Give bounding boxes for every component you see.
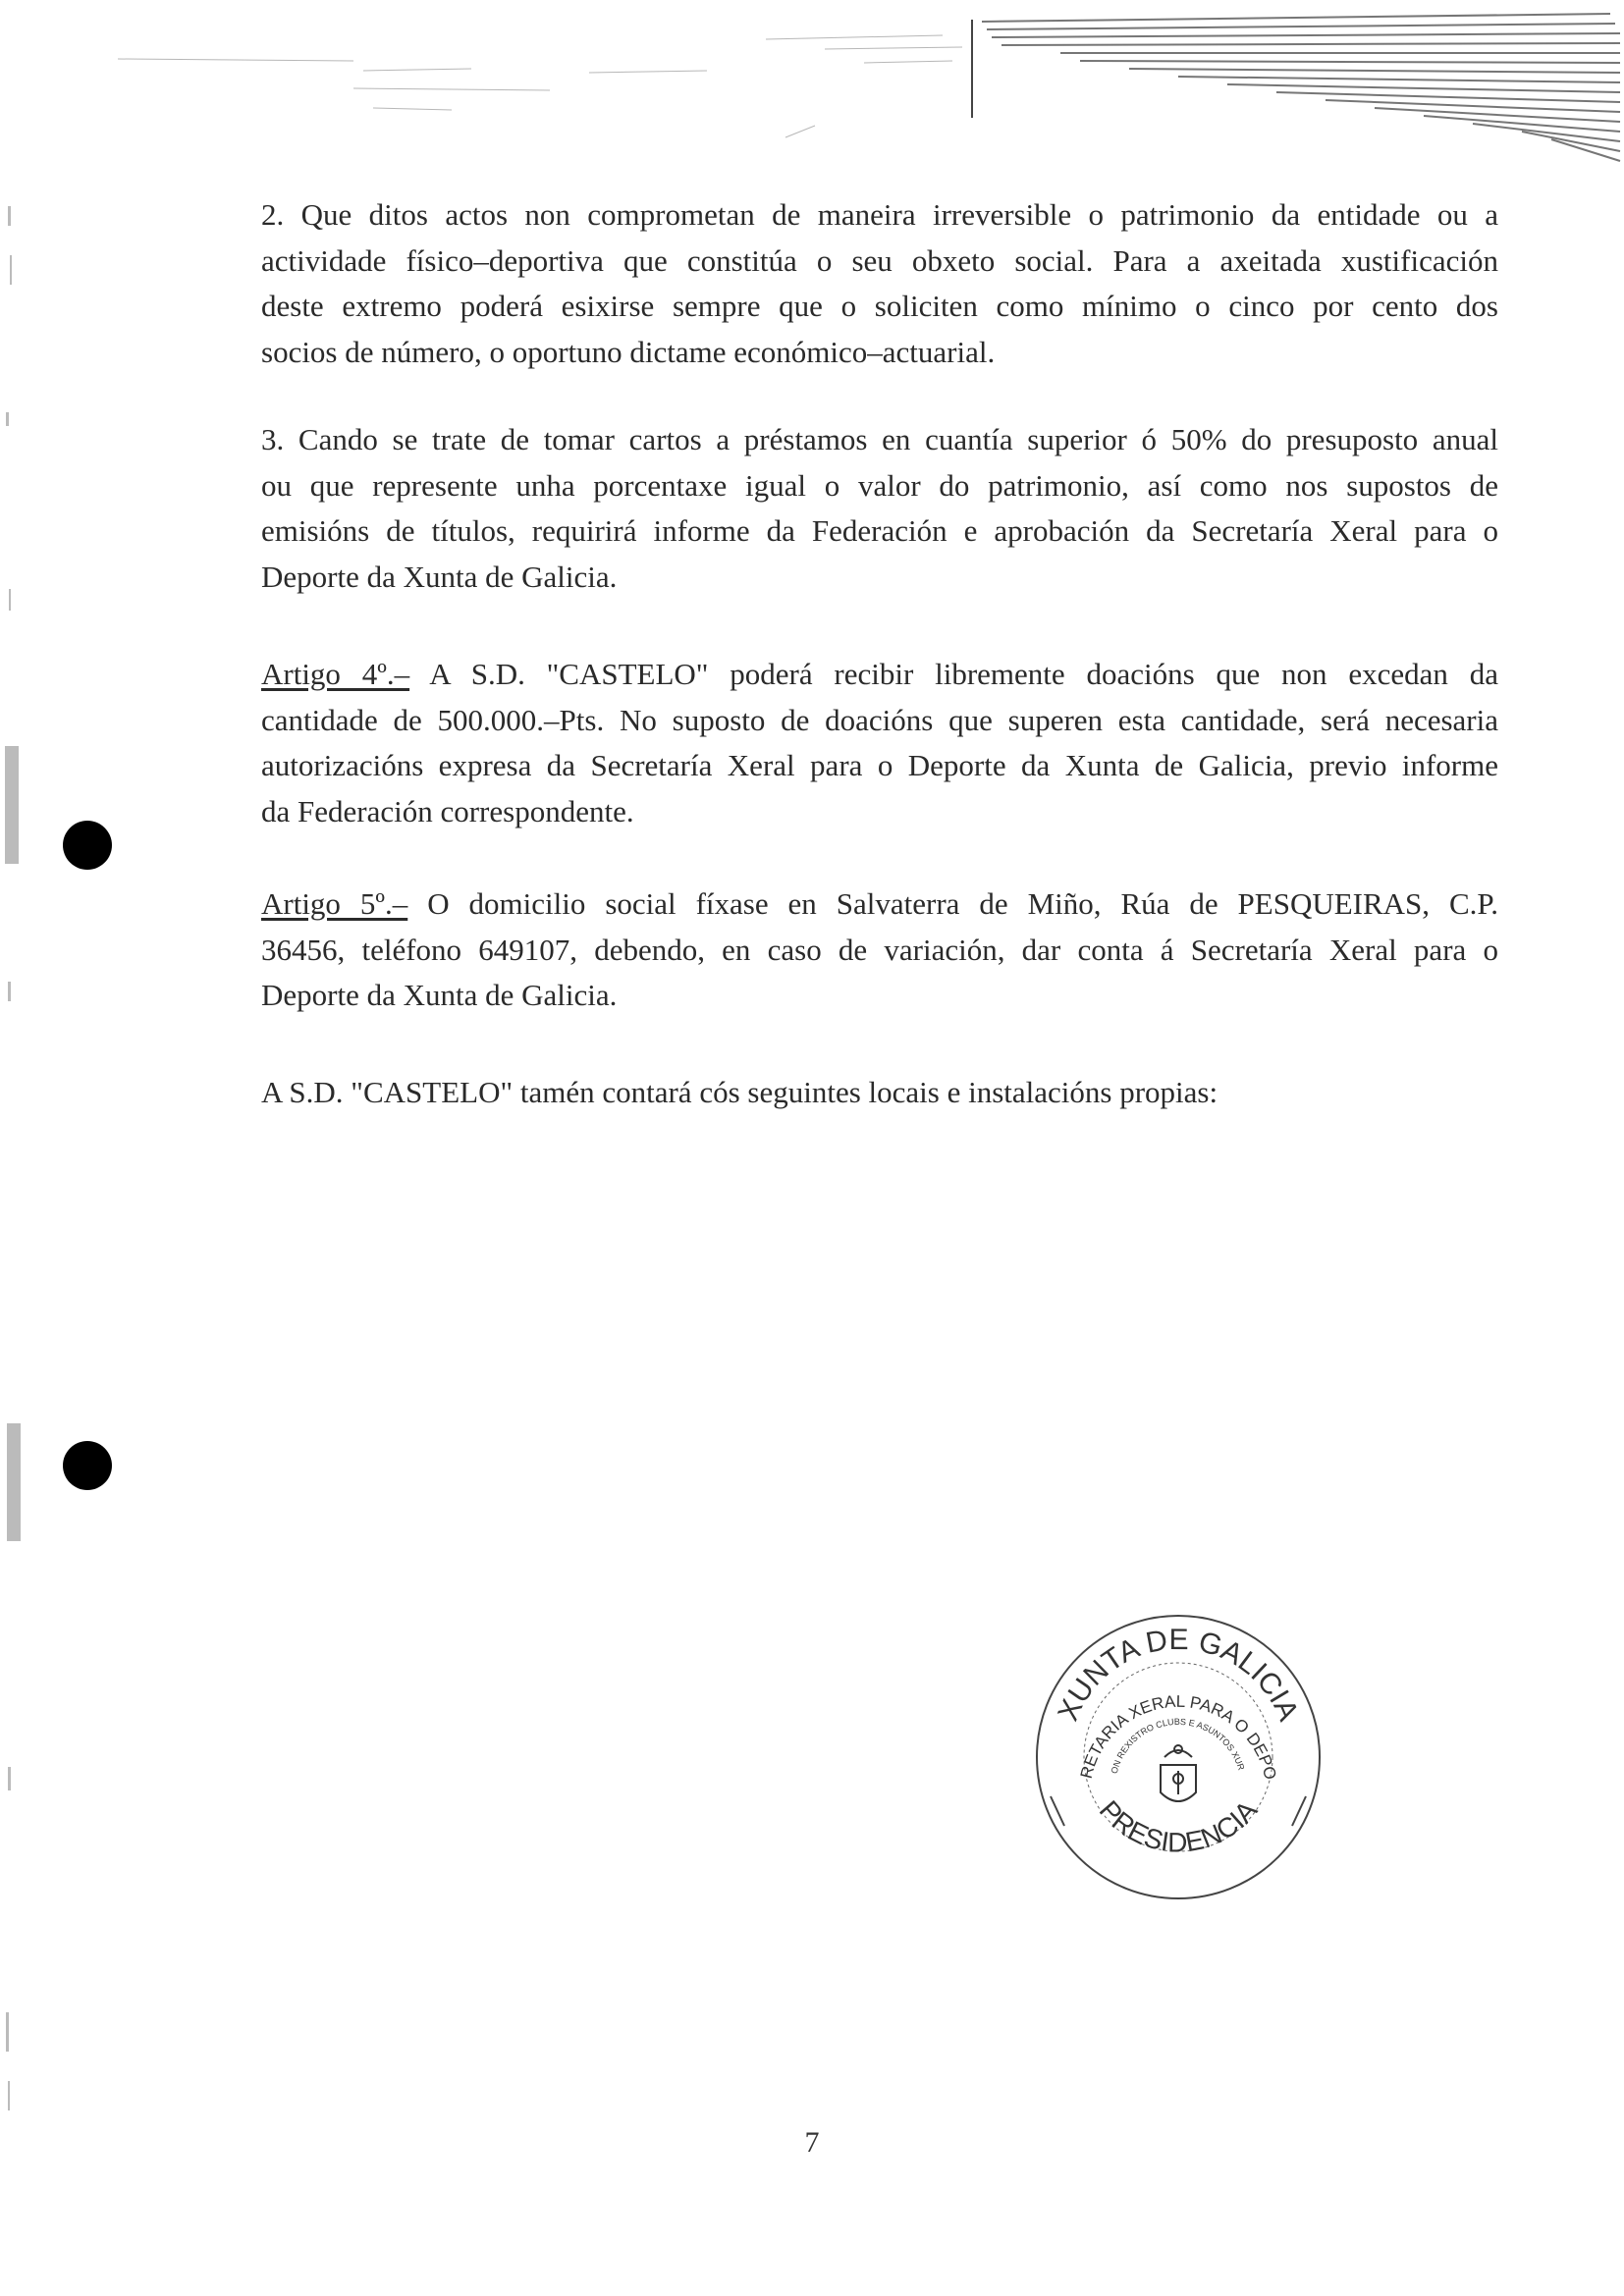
text-segment: A S.D. "CASTELO" poderá recibir libremente doacións que non excedan da [429, 657, 1498, 691]
text-line: emisións de títulos, requirirá informe da Federación e aprobación da Secretaría Xeral para o [261, 513, 1498, 548]
text-line: A S.D. "CASTELO" tamén contará cós seguintes locais e instalacións propias: [261, 1075, 1218, 1109]
text-line: autorizacións expresa da Secretaría Xeral para o Deporte da Xunta de Galicia, previo informe [261, 748, 1498, 782]
seal-bottom-text: PRESIDENCIA [1093, 1794, 1264, 1858]
text-line: Deporte da Xunta de Galicia. [261, 559, 618, 594]
punch-hole [63, 1441, 112, 1490]
seal-inner-text: ON REXISTRO CLUBS E ASUNTOS XUR [1109, 1716, 1247, 1775]
paragraph-item-3 [261, 417, 1498, 600]
text-line: 2. Que ditos actos non comprometan de maneira irreversible o patrimonio da entidade ou a [261, 197, 1498, 232]
text-line [261, 652, 1498, 698]
text-line: ou que represente unha porcentaxe igual o valor do patrimonio, así como nos supostos de [261, 467, 1498, 503]
text-line: cantidade de 500.000.–Pts. No suposto de doacións que superen esta cantidade, será necesaria [261, 702, 1498, 737]
coat-of-arms-icon [1161, 1745, 1196, 1801]
seal-outer-text: XUNTA DE GALICIA [1052, 1623, 1305, 1726]
seal-middle-text: RETARIA XERAL PARA O DEPO [1076, 1691, 1280, 1782]
article-4 [261, 652, 1498, 834]
paragraph-item-2 [261, 192, 1498, 375]
text-line: Deporte da Xunta de Galicia. [261, 978, 618, 1012]
article-heading: Artigo 4º.– [261, 657, 410, 691]
seal-graphic [1031, 1610, 1326, 1904]
paragraph-facilities [261, 1070, 1498, 1116]
text-line: deste extremo poderá esixirse sempre que o soliciten como mínimo o cinco por cento dos [261, 289, 1498, 323]
text-line: socios de número, o oportuno dictame económico–actuarial. [261, 334, 996, 369]
text-line: actividade físico–deportiva que constitúa o seu obxeto social. Para a axeitada xustificación [261, 242, 1498, 278]
scan-noise-left-edge [0, 0, 29, 2296]
text-segment: O domicilio social fíxase en Salvaterra de Miño, Rúa de PESQUEIRAS, C.P. [427, 886, 1498, 921]
text-line: 3. Cando se trate de tomar cartos a préstamos en cuantía superior ó 50% do presuposto anual [261, 422, 1498, 456]
text-line [261, 881, 1498, 928]
official-seal [1031, 1610, 1326, 1904]
punch-hole [63, 821, 112, 870]
text-line: da Federación correspondente. [261, 793, 634, 828]
text-line: 36456, teléfono 649107, debendo, en caso de variación, dar conta á Secretaría Xeral para o [261, 932, 1498, 967]
page-number: 7 [804, 2126, 820, 2159]
article-heading: Artigo 5º.– [261, 886, 408, 921]
article-5 [261, 881, 1498, 1019]
scan-noise-top [0, 0, 1624, 196]
